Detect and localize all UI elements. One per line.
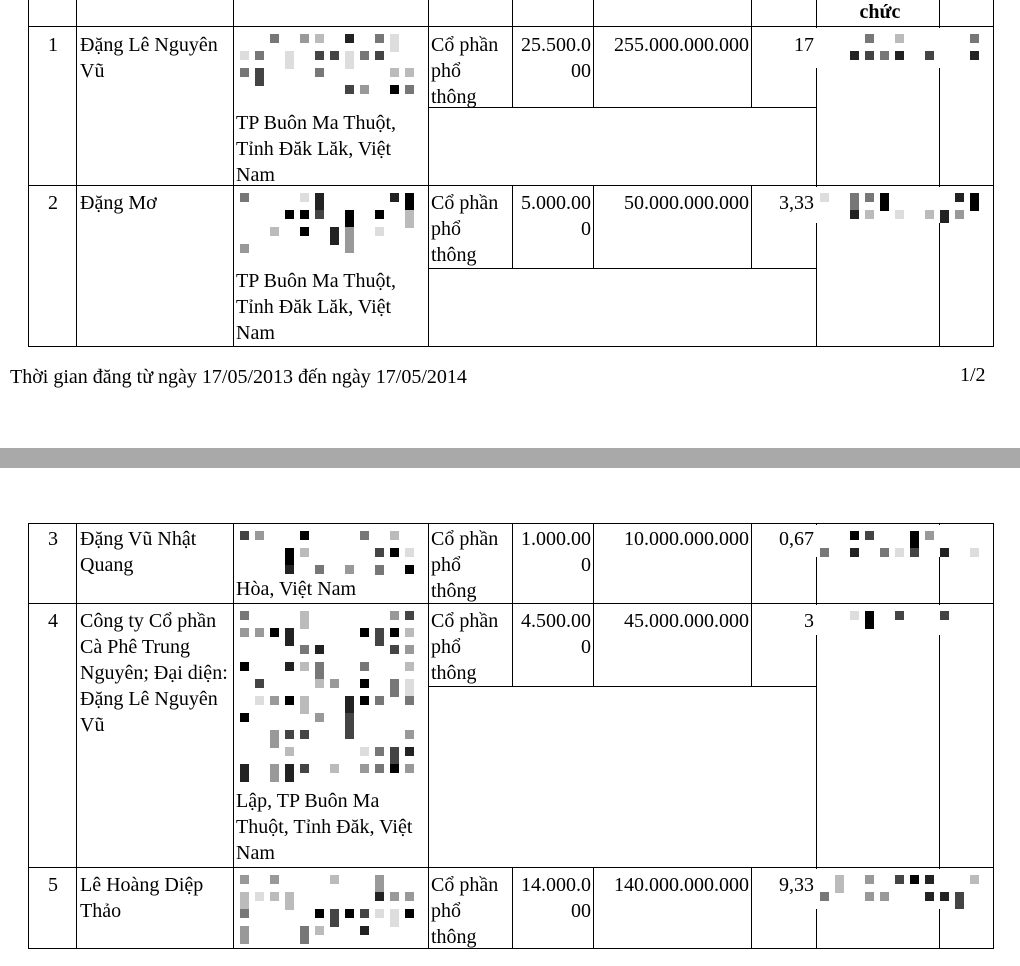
redaction-pixel <box>330 227 339 245</box>
redaction-pixel <box>865 875 874 884</box>
row-divider <box>28 346 993 347</box>
redaction-pixel <box>315 51 324 60</box>
column-divider <box>512 867 513 949</box>
redaction-pixel <box>360 926 369 935</box>
column-divider <box>993 0 994 347</box>
redaction-pixel <box>405 565 414 574</box>
column-divider <box>593 867 594 949</box>
redaction-pixel <box>360 679 369 688</box>
redaction-pixel <box>895 51 904 60</box>
share-quantity: 14.000.000 <box>521 874 591 922</box>
redaction-pixel <box>375 51 384 60</box>
ownership-percent: 9,33 <box>779 874 814 896</box>
redaction-pixel <box>255 696 264 705</box>
redaction-pixel <box>910 875 919 884</box>
redacted-address <box>236 187 426 267</box>
redaction-pixel <box>285 892 294 910</box>
redaction-pixel <box>315 662 324 680</box>
row-divider <box>428 268 816 269</box>
redaction-pixel <box>330 875 339 884</box>
redaction-pixel <box>345 713 354 731</box>
redaction-pixel <box>270 227 279 236</box>
redaction-pixel <box>940 210 949 223</box>
column-divider <box>233 523 234 949</box>
redaction-pixel <box>390 34 399 52</box>
redaction-pixel <box>970 34 979 43</box>
redacted-field <box>816 605 993 635</box>
redaction-pixel <box>270 730 279 748</box>
redaction-pixel <box>345 696 354 714</box>
redaction-pixel <box>390 611 399 620</box>
redaction-pixel <box>240 909 249 918</box>
shareholder-name: Đặng Vũ Nhật Quang <box>80 528 197 576</box>
redaction-pixel <box>285 747 294 756</box>
redaction-pixel <box>850 193 859 211</box>
redaction-pixel <box>330 909 339 927</box>
redaction-pixel <box>300 730 309 739</box>
redacted-field <box>816 28 993 68</box>
column-divider <box>751 867 752 949</box>
share-type: Cổ phần phổ thông <box>431 528 499 602</box>
redaction-pixel <box>405 696 414 705</box>
redaction-pixel <box>895 611 904 620</box>
redaction-pixel <box>345 244 354 253</box>
redaction-pixel <box>390 193 399 202</box>
redaction-pixel <box>390 531 399 540</box>
page-separator <box>0 448 1020 468</box>
redaction-pixel <box>940 548 949 557</box>
column-divider <box>512 523 513 687</box>
redaction-pixel <box>895 875 904 884</box>
shareholder-name: Công ty Cổ phần Cà Phê Trung Nguyên; Đại diện: Đặng Lê Nguyên Vũ <box>80 610 228 736</box>
column-divider <box>428 523 429 949</box>
redaction-pixel <box>345 909 354 918</box>
shareholder-name: Đặng Mơ <box>80 192 157 214</box>
redaction-pixel <box>405 679 414 697</box>
redaction-pixel <box>865 892 874 901</box>
column-divider <box>751 523 752 687</box>
redaction-pixel <box>835 875 844 893</box>
row-divider <box>28 867 993 868</box>
redaction-pixel <box>390 628 399 637</box>
redaction-pixel <box>360 662 369 671</box>
redaction-pixel <box>240 926 249 944</box>
redaction-pixel <box>315 713 324 722</box>
document-page-2 <box>0 468 1020 966</box>
redacted-field <box>816 869 993 909</box>
redaction-pixel <box>255 892 264 901</box>
redaction-pixel <box>375 747 384 756</box>
column-divider <box>593 523 594 687</box>
redaction-pixel <box>910 531 919 549</box>
redaction-pixel <box>300 34 309 43</box>
row-number: 5 <box>48 874 58 896</box>
row-divider <box>28 26 993 27</box>
redaction-pixel <box>970 875 979 884</box>
redaction-pixel <box>880 892 889 901</box>
redaction-pixel <box>405 662 414 671</box>
redaction-pixel <box>405 210 414 228</box>
redaction-pixel <box>390 892 399 901</box>
redaction-pixel <box>940 611 949 620</box>
redaction-pixel <box>880 51 889 60</box>
redaction-pixel <box>970 51 979 60</box>
redaction-pixel <box>315 679 324 688</box>
ownership-percent: 0,67 <box>779 528 814 550</box>
row-number: 4 <box>48 610 58 632</box>
redaction-pixel <box>285 730 294 739</box>
redaction-pixel <box>300 645 309 654</box>
redaction-pixel <box>360 85 369 94</box>
share-value: 140.000.000.000 <box>614 874 749 896</box>
redaction-pixel <box>850 531 859 540</box>
redaction-pixel <box>345 210 354 228</box>
address-text: TP Buôn Ma Thuột, Tỉnh Đăk Lăk, Việt Nam <box>236 270 397 344</box>
redaction-pixel <box>895 548 904 557</box>
share-value: 10.000.000.000 <box>624 528 749 550</box>
share-type: Cổ phần phổ thông <box>431 874 499 948</box>
redaction-pixel <box>285 210 294 219</box>
redaction-pixel <box>390 68 399 77</box>
redaction-pixel <box>405 747 414 756</box>
ownership-percent: 3,33 <box>779 192 814 214</box>
redaction-pixel <box>240 713 249 722</box>
redaction-pixel <box>240 244 249 253</box>
row-divider <box>428 686 816 687</box>
redaction-pixel <box>865 210 874 219</box>
redaction-pixel <box>255 51 264 60</box>
redacted-address <box>236 525 418 575</box>
redaction-pixel <box>360 696 369 705</box>
redaction-pixel <box>360 51 369 60</box>
redaction-pixel <box>375 628 384 646</box>
redaction-pixel <box>285 696 294 705</box>
redaction-pixel <box>360 628 369 637</box>
redaction-pixel <box>405 628 414 637</box>
redaction-pixel <box>285 51 294 69</box>
redaction-pixel <box>255 679 264 688</box>
redaction-pixel <box>300 764 309 773</box>
redacted-field <box>816 187 993 223</box>
redaction-pixel <box>360 909 369 918</box>
redaction-pixel <box>390 85 399 94</box>
redaction-pixel <box>375 565 384 575</box>
redaction-pixel <box>955 210 964 219</box>
redaction-pixel <box>925 875 934 884</box>
redaction-pixel <box>865 34 874 43</box>
redaction-pixel <box>240 611 249 620</box>
redaction-pixel <box>820 892 829 901</box>
posting-period-text: Thời gian đăng từ ngày 17/05/2013 đến ngày 17/05/2014 <box>10 366 467 388</box>
column-divider <box>76 523 77 949</box>
share-quantity: 4.500.000 <box>521 610 591 658</box>
redaction-pixel <box>315 565 324 574</box>
document-page-1 <box>0 0 1020 448</box>
ownership-percent: 3 <box>804 610 814 632</box>
redaction-pixel <box>300 926 309 944</box>
column-divider <box>28 0 29 347</box>
redaction-pixel <box>285 548 294 566</box>
redaction-pixel <box>390 909 399 927</box>
redaction-pixel <box>865 193 874 202</box>
redaction-pixel <box>405 730 414 739</box>
redaction-pixel <box>390 645 399 654</box>
share-quantity: 25.500.000 <box>521 34 591 82</box>
redaction-pixel <box>300 193 309 202</box>
redaction-pixel <box>270 34 279 43</box>
column-divider <box>751 0 752 108</box>
redaction-pixel <box>865 531 874 540</box>
redaction-pixel <box>345 565 354 574</box>
redaction-pixel <box>375 892 384 901</box>
redaction-pixel <box>405 611 414 620</box>
redaction-pixel <box>820 548 829 557</box>
redaction-pixel <box>925 210 934 219</box>
redaction-pixel <box>390 764 399 773</box>
redaction-pixel <box>970 548 979 557</box>
ownership-percent: 17 <box>794 34 814 56</box>
redaction-pixel <box>255 628 264 637</box>
share-value: 255.000.000.000 <box>614 34 749 56</box>
redaction-pixel <box>240 68 249 77</box>
share-value: 45.000.000.000 <box>624 610 749 632</box>
redacted-address <box>236 605 426 787</box>
redaction-pixel <box>270 696 279 705</box>
redaction-pixel <box>390 747 399 765</box>
redaction-pixel <box>375 34 384 43</box>
redaction-pixel <box>330 764 339 773</box>
redaction-pixel <box>345 85 354 94</box>
shareholder-name: Lê Hoàng Diệp Thảo <box>80 874 204 922</box>
redaction-pixel <box>405 645 414 654</box>
column-divider <box>28 523 29 949</box>
row-divider <box>28 523 993 524</box>
redaction-pixel <box>345 730 354 739</box>
redaction-pixel <box>300 611 309 629</box>
redaction-pixel <box>880 548 889 557</box>
page-number: 1/2 <box>960 364 986 386</box>
redaction-pixel <box>405 193 414 211</box>
redaction-pixel <box>375 875 384 893</box>
redaction-pixel <box>240 628 249 637</box>
row-divider <box>28 185 993 186</box>
redaction-pixel <box>820 193 829 202</box>
redaction-pixel <box>315 210 324 219</box>
redaction-pixel <box>240 662 249 671</box>
redaction-pixel <box>285 764 294 782</box>
redaction-pixel <box>405 892 414 901</box>
share-type: Cổ phần phổ thông <box>431 610 499 684</box>
redaction-pixel <box>895 34 904 43</box>
redaction-pixel <box>300 696 309 714</box>
redaction-pixel <box>375 548 384 557</box>
column-divider <box>593 0 594 108</box>
address-text: Hòa, Việt Nam <box>236 578 357 600</box>
redaction-pixel <box>375 696 384 705</box>
redaction-pixel <box>360 747 369 756</box>
address-text: TP Buôn Ma Thuột, Tỉnh Đăk Lăk, Việt Nam <box>236 112 397 185</box>
redaction-pixel <box>255 68 264 86</box>
redacted-address <box>236 869 418 947</box>
redaction-pixel <box>910 548 919 557</box>
redaction-pixel <box>895 210 904 219</box>
redaction-pixel <box>360 531 369 540</box>
redaction-pixel <box>865 51 874 60</box>
column-divider <box>593 185 594 269</box>
redaction-pixel <box>330 679 339 688</box>
redaction-pixel <box>315 926 324 935</box>
redaction-pixel <box>300 210 309 219</box>
redaction-pixel <box>880 193 889 211</box>
redaction-pixel <box>955 892 964 909</box>
redaction-pixel <box>405 68 414 77</box>
share-quantity: 5.000.000 <box>521 192 591 240</box>
share-type: Cổ phần phổ thông <box>431 34 499 108</box>
redaction-pixel <box>345 51 354 69</box>
column-divider <box>512 0 513 108</box>
redaction-pixel <box>850 210 859 219</box>
row-number: 3 <box>48 528 58 550</box>
column-divider <box>512 185 513 269</box>
redaction-pixel <box>925 51 934 60</box>
redaction-pixel <box>850 548 859 557</box>
redaction-pixel <box>375 909 384 918</box>
row-number: 1 <box>48 34 58 56</box>
redaction-pixel <box>270 628 279 637</box>
redaction-pixel <box>405 548 414 557</box>
redaction-pixel <box>255 531 264 540</box>
row-number: 2 <box>48 192 58 214</box>
redaction-pixel <box>300 662 309 671</box>
redaction-pixel <box>315 645 324 654</box>
address-text: Lập, TP Buôn Ma Thuột, Tỉnh Đăk, Việt Nam <box>236 790 413 864</box>
redacted-field <box>816 525 993 557</box>
share-type: Cổ phần phổ thông <box>431 192 499 266</box>
redaction-pixel <box>405 764 414 773</box>
redacted-address <box>236 28 426 110</box>
redaction-pixel <box>285 565 294 574</box>
redaction-pixel <box>240 531 249 540</box>
redaction-pixel <box>270 764 279 782</box>
redaction-pixel <box>360 764 369 773</box>
redaction-pixel <box>390 679 399 697</box>
redaction-pixel <box>405 85 414 94</box>
column-divider <box>76 0 77 347</box>
redaction-pixel <box>330 51 339 60</box>
redaction-pixel <box>240 51 249 60</box>
redaction-pixel <box>375 210 384 219</box>
redaction-pixel <box>405 909 414 918</box>
column-divider <box>993 523 994 949</box>
redaction-pixel <box>315 34 324 43</box>
redaction-pixel <box>345 34 354 43</box>
redaction-pixel <box>955 193 964 202</box>
redaction-pixel <box>240 892 249 910</box>
redaction-pixel <box>270 892 279 901</box>
redaction-pixel <box>850 611 859 620</box>
share-quantity: 1.000.000 <box>521 528 591 576</box>
redaction-pixel <box>240 193 249 202</box>
redaction-pixel <box>240 875 249 884</box>
redaction-pixel <box>970 193 979 211</box>
redaction-pixel <box>925 531 934 540</box>
share-value: 50.000.000.000 <box>624 192 749 214</box>
header-cell-partial: chức <box>859 1 901 23</box>
redaction-pixel <box>375 764 384 773</box>
redaction-pixel <box>315 193 324 211</box>
redaction-pixel <box>865 611 874 629</box>
redaction-pixel <box>240 764 249 782</box>
redaction-pixel <box>925 892 934 901</box>
redaction-pixel <box>300 227 309 236</box>
redaction-pixel <box>270 875 279 884</box>
shareholder-name: Đặng Lê Nguyên Vũ <box>80 34 218 82</box>
redaction-pixel <box>850 51 859 60</box>
redaction-pixel <box>315 68 324 77</box>
redaction-pixel <box>375 227 384 236</box>
redaction-pixel <box>285 628 294 646</box>
redaction-pixel <box>390 548 399 557</box>
redaction-pixel <box>300 531 309 540</box>
redaction-pixel <box>345 227 354 245</box>
column-divider <box>751 185 752 269</box>
column-divider <box>428 0 429 347</box>
redaction-pixel <box>315 909 324 918</box>
redaction-pixel <box>300 548 309 557</box>
redaction-pixel <box>285 662 294 671</box>
redaction-pixel <box>940 892 949 901</box>
column-divider <box>233 0 234 347</box>
